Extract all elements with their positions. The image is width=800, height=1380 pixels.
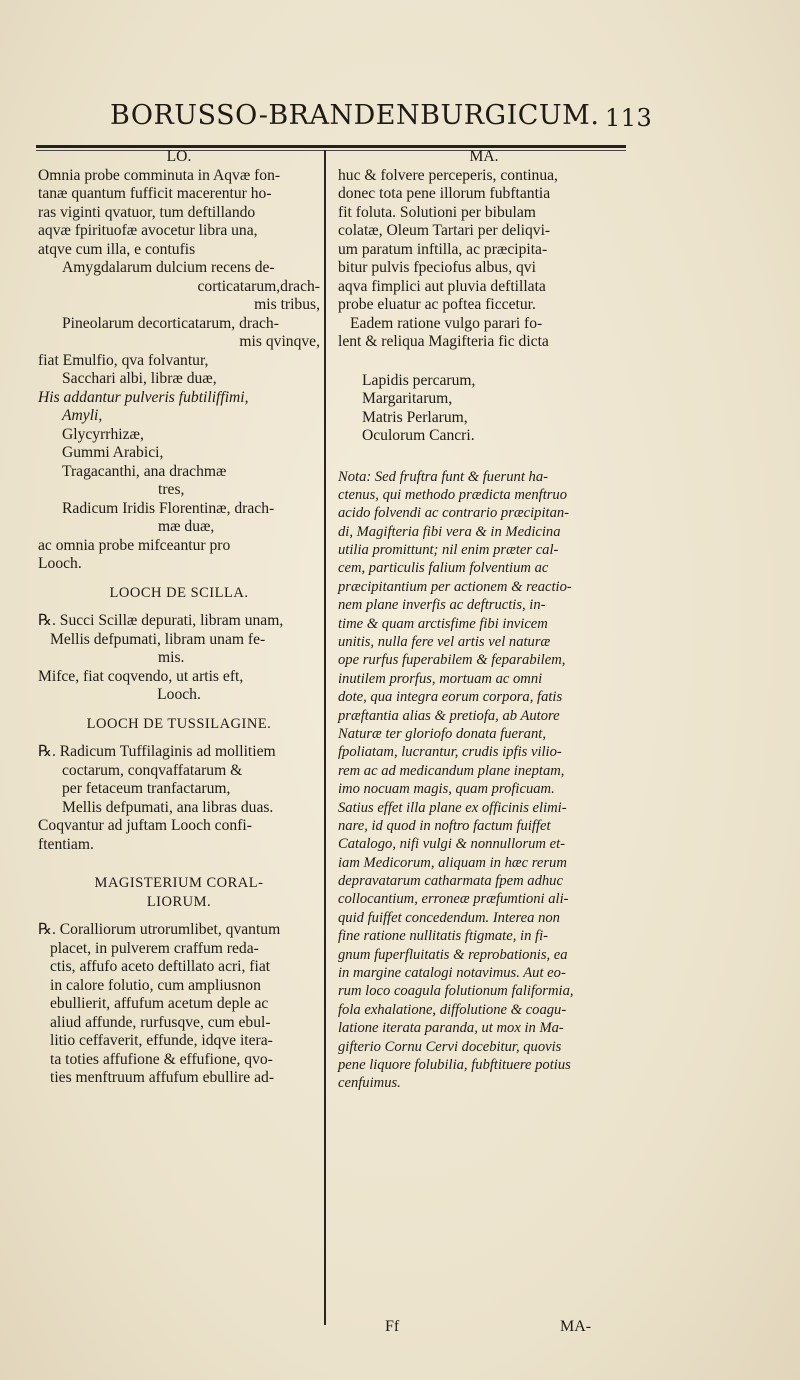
text-line: Margaritarum, xyxy=(362,390,453,407)
text-line: ctis, affufo aceto deftillato acri, fiat xyxy=(50,958,271,975)
text-line: Eadem ratione vulgo parari fo- xyxy=(350,314,543,332)
page-number: 113 xyxy=(605,104,653,132)
text-line: Omnia probe comminuta in Aqvæ fon- xyxy=(38,166,281,184)
nota-line: præftantia alias & pretiofa, ab Autore xyxy=(338,707,560,724)
text-line: ta toties affufione & effufione, qvo- xyxy=(50,1050,273,1068)
catchword: MA- xyxy=(560,1318,592,1335)
nota-line: ope rurfus fuperabilem & feparabilem, xyxy=(338,652,566,669)
text-line: LO. xyxy=(166,148,192,165)
nota-line: ctenus, qui methodo prædicta menftruo xyxy=(338,486,568,503)
nota-line: iam Medicorum, aliquam in hæc rerum xyxy=(338,854,567,871)
nota-line: rem ac ad medicandum plane ineptam, xyxy=(338,762,565,779)
text-line: LOOCH DE TUSSILAGINE. xyxy=(86,715,272,732)
text-line: mis tribus, xyxy=(254,296,320,313)
nota-line: quid fuiffet concedendum. Interea non xyxy=(338,909,560,926)
text-line: lent & reliqua Magifteria fic dicta xyxy=(338,333,549,350)
column-divider xyxy=(324,150,326,1325)
nota-line: in margine catalogi notavimus. Aut eo- xyxy=(338,965,566,982)
text-line: coctarum, conqvaffatarum & xyxy=(62,761,243,779)
text-line: um paratum inftilla, ac præcipita- xyxy=(338,240,548,258)
text-line: ties menftruum affufum ebullire ad- xyxy=(50,1069,275,1086)
text-line: Mellis defpumati, ana libras duas. xyxy=(62,798,274,816)
text-line: bitur pulvis fpeciofus albus, qvi xyxy=(338,259,536,276)
text-line: Gummi Arabici, xyxy=(62,444,164,461)
nota-line: gnum fuperfluitatis & reprobationis, ea xyxy=(338,946,568,963)
text-line: LIORUM. xyxy=(146,893,212,910)
text-line: Amyli, xyxy=(62,407,103,424)
text-line: MA. xyxy=(469,148,499,165)
text-line: Looch. xyxy=(157,686,201,703)
nota-line: nem plane inverfis ac deftructis, in- xyxy=(338,597,546,614)
text-line: Mifce, fiat coqvendo, ut artis eft, xyxy=(38,667,244,685)
text-line: Lapidis percarum, xyxy=(362,371,476,389)
text-line: MAGISTERIUM CORAL- xyxy=(94,875,264,891)
nota-line: utilia promittunt; nil enim præter cal- xyxy=(338,542,559,559)
line-spacer xyxy=(38,705,320,715)
nota-line: time & quam arctisfime fibi invicem xyxy=(338,615,548,632)
line-spacer xyxy=(38,854,320,874)
right-column-text xyxy=(338,148,630,446)
text-line: Amygdalarum dulcium recens de- xyxy=(62,259,275,276)
text-line: fiat Emulfio, qva folvantur, xyxy=(38,351,209,369)
nota-line: fola exhalatione, diffolutione & coagu- xyxy=(338,1001,567,1018)
line-spacer xyxy=(38,733,320,743)
text-line: Glycyrrhizæ, xyxy=(62,425,144,443)
line-spacer xyxy=(338,352,630,372)
text-line: corticatarum,drach- xyxy=(197,277,320,295)
text-line: Pineolarum decorticatarum, drach- xyxy=(62,314,279,332)
nota-paragraph xyxy=(338,468,630,1093)
nota-line: di, Magifteria fibi vera & in Medicina xyxy=(338,523,561,540)
text-line: Radicum Iridis Florentinæ, drach- xyxy=(62,499,275,517)
nota-line: cenfuimus. xyxy=(338,1075,401,1092)
running-head-title: BORUSSO-BRANDENBURGICUM. xyxy=(110,100,600,131)
text-line: atqve cum illa, e contufis xyxy=(38,240,196,258)
text-line: ℞. Succi Scillæ depurati, libram unam, xyxy=(38,612,284,629)
nota-line: Nota: Sed fruftra funt & fuerunt ha- xyxy=(338,468,548,485)
text-line: Oculorum Cancri. xyxy=(362,427,475,444)
text-line: in calore folutio, cum ampliusnon xyxy=(50,976,261,994)
text-line: ac omnia probe mifceantur pro xyxy=(38,536,231,554)
nota-line: cem, particulis falium folventium ac xyxy=(338,560,549,577)
text-line: His addantur pulveris fubtiliffimi, xyxy=(38,388,249,406)
text-line: litio ceffaverit, effunde, idqve itera- xyxy=(50,1032,273,1049)
nota-line: unitis, nulla fere vel artis vel naturæ xyxy=(338,634,551,651)
text-line: ras viginti qvatuor, tum deftillando xyxy=(38,203,256,221)
nota-line: fine ratione nullitatis ftigmate, in fi- xyxy=(338,928,548,945)
text-line: fit foluta. Solutioni per bibulam xyxy=(338,203,536,221)
line-spacer xyxy=(38,602,320,612)
nota-line: fpoliatam, lucrantur, crudis ipfis vilio- xyxy=(338,744,562,761)
text-line: tanæ quantum fufficit macerentur ho- xyxy=(38,185,272,202)
nota-line: acido folvendi ac contrario præcipitan- xyxy=(338,505,570,522)
text-line: colatæ, Oleum Tartari per deliqvi- xyxy=(338,222,551,239)
line-spacer xyxy=(38,574,320,584)
text-line: Matris Perlarum, xyxy=(362,408,468,426)
text-line: Tragacanthi, ana drachmæ xyxy=(62,462,227,480)
nota-line: inutilem prorfus, mortuam ac omni xyxy=(338,670,543,687)
nota-line: collocantium, erroneæ præfumtioni ali- xyxy=(338,891,569,908)
text-line: probe eluatur ac poftea ficcetur. xyxy=(338,296,536,313)
text-line: per fetaceum tranfactarum, xyxy=(62,780,231,797)
line-spacer xyxy=(38,911,320,921)
nota-line: Catalogo, nifi vulgi & nonnullorum et- xyxy=(338,836,566,853)
text-line: ftentiam. xyxy=(38,835,94,853)
text-line: ebullierit, affufum acetum deple ac xyxy=(50,995,269,1012)
text-line: donec tota pene illorum fubftantia xyxy=(338,185,551,202)
text-line: mæ duæ, xyxy=(158,518,215,535)
left-column xyxy=(38,148,320,1088)
text-line: ℞. Radicum Tuffilaginis ad mollitiem xyxy=(38,743,276,760)
text-line: Coqvantur ad juftam Looch confi- xyxy=(38,817,252,834)
text-line: aqva fimplici aut pluvia deftillata xyxy=(338,277,546,295)
nota-line: Naturæ ter gloriofo donata fuerant, xyxy=(338,725,546,742)
text-line: Looch. xyxy=(38,555,82,572)
text-line: placet, in pulverem craffum reda- xyxy=(50,939,259,957)
text-line: mis. xyxy=(158,649,185,666)
text-line: aliud affunde, rurfusqve, cum ebul- xyxy=(50,1013,271,1031)
text-line: Mellis defpumati, libram unam fe- xyxy=(50,630,266,648)
right-column xyxy=(338,148,630,1093)
text-line: LOOCH DE SCILLA. xyxy=(109,584,249,601)
nota-line: Satius effet illa plane ex officinis elimi- xyxy=(338,799,567,816)
nota-line: gifterio Cornu Cervi docebitur, quovis xyxy=(338,1038,562,1055)
text-line: aqvæ fpirituofæ avocetur libra una, xyxy=(38,222,258,239)
text-line: huc & folvere perceperis, continua, xyxy=(338,166,558,184)
text-line: mis qvinqve, xyxy=(239,333,320,350)
running-head xyxy=(110,100,653,132)
nota-line: latione iterata paranda, ut mox in Ma- xyxy=(338,1020,564,1037)
nota-line: nare, id quod in noftro factum fuiffet xyxy=(338,817,551,834)
nota-line: pene liquore folubilia, fubftituere potius xyxy=(338,1057,571,1073)
nota-line: præcipitantium per actionem & reactio- xyxy=(338,578,572,595)
signature-mark: Ff xyxy=(385,1318,400,1335)
nota-line: imo nocuam magis, quam proficuam. xyxy=(338,781,555,798)
nota-line: rum loco coagula folutionum faliformia, xyxy=(338,983,574,1000)
text-line: Sacchari albi, libræ duæ, xyxy=(62,370,217,387)
nota-line: dote, qua integra eorum corpora, fatis xyxy=(338,689,563,706)
text-line: tres, xyxy=(158,481,185,498)
nota-line: depravatarum catharmata fpem adhuc xyxy=(338,873,563,890)
text-line: ℞. Coralliorum utrorumlibet, qvantum xyxy=(38,921,281,938)
